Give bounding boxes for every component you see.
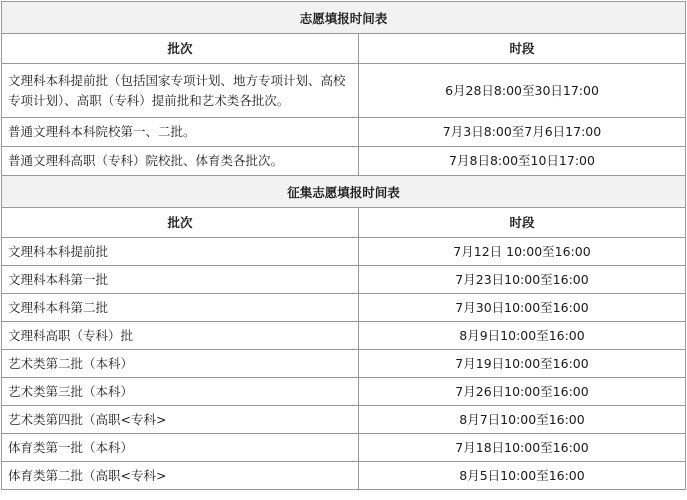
period-cell: 8月5日10:00至16:00 (459, 467, 585, 483)
schedule-document (1, 1, 686, 490)
table1-header-period: 时段 (509, 40, 535, 56)
batch-cell: 普通文理科本科院校第一、二批。 (2, 118, 359, 146)
table1-title-row (2, 2, 685, 34)
batch-cell: 文理科高职（专科）批 (2, 322, 359, 349)
table2-header-batch: 批次 (2, 208, 359, 237)
period-cell: 7月19日10:00至16:00 (455, 355, 589, 371)
table1-title: 志愿填报时间表 (299, 10, 388, 26)
period-cell: 7月8日8:00至10日17:00 (449, 153, 595, 169)
period-cell: 7月26日10:00至16:00 (455, 383, 589, 399)
table-row (2, 434, 685, 462)
table2-header-period: 时段 (509, 214, 535, 230)
batch-cell: 文理科本科第二批 (2, 294, 359, 321)
table2-header-row (2, 208, 685, 238)
table-row (2, 350, 685, 378)
period-cell: 8月9日10:00至16:00 (459, 327, 585, 343)
batch-cell: 体育类第一批（本科） (2, 434, 359, 461)
period-cell: 7月18日10:00至16:00 (455, 439, 589, 455)
period-cell: 6月28日8:00至30日17:00 (445, 82, 599, 98)
table1-header-row (2, 34, 685, 64)
period-cell: 8月7日10:00至16:00 (459, 411, 585, 427)
batch-cell: 体育类第二批（高职<专科> (2, 462, 359, 489)
period-cell: 7月12日 10:00至16:00 (453, 243, 591, 259)
batch-cell: 文理科本科提前批（包括国家专项计划、地方专项计划、高校专项计划）、高职（专科）提前批和艺术类各批次。 (2, 64, 359, 117)
batch-cell: 文理科本科提前批 (2, 238, 359, 265)
period-cell: 7月30日10:00至16:00 (455, 299, 589, 315)
table2-title-row (2, 176, 685, 208)
batch-cell: 艺术类第四批（高职<专科> (2, 406, 359, 433)
period-cell: 7月3日8:00至7月6日17:00 (442, 124, 602, 140)
table2-title: 征集志愿填报时间表 (287, 184, 400, 200)
table-row (2, 378, 685, 406)
batch-cell: 普通文理科高职（专科）院校批、体育类各批次。 (2, 147, 359, 175)
table-row (2, 238, 685, 266)
table-row (2, 406, 685, 434)
table1-header-batch: 批次 (2, 34, 359, 63)
table-row (2, 322, 685, 350)
period-cell: 7月23日10:00至16:00 (455, 271, 589, 287)
table-row (2, 462, 685, 490)
table-row (2, 118, 685, 147)
table-row (2, 266, 685, 294)
table-row (2, 64, 685, 118)
batch-cell: 文理科本科第一批 (2, 266, 359, 293)
batch-cell: 艺术类第三批（本科） (2, 378, 359, 405)
table-row (2, 147, 685, 176)
table-row (2, 294, 685, 322)
batch-cell: 艺术类第二批（本科） (2, 350, 359, 377)
